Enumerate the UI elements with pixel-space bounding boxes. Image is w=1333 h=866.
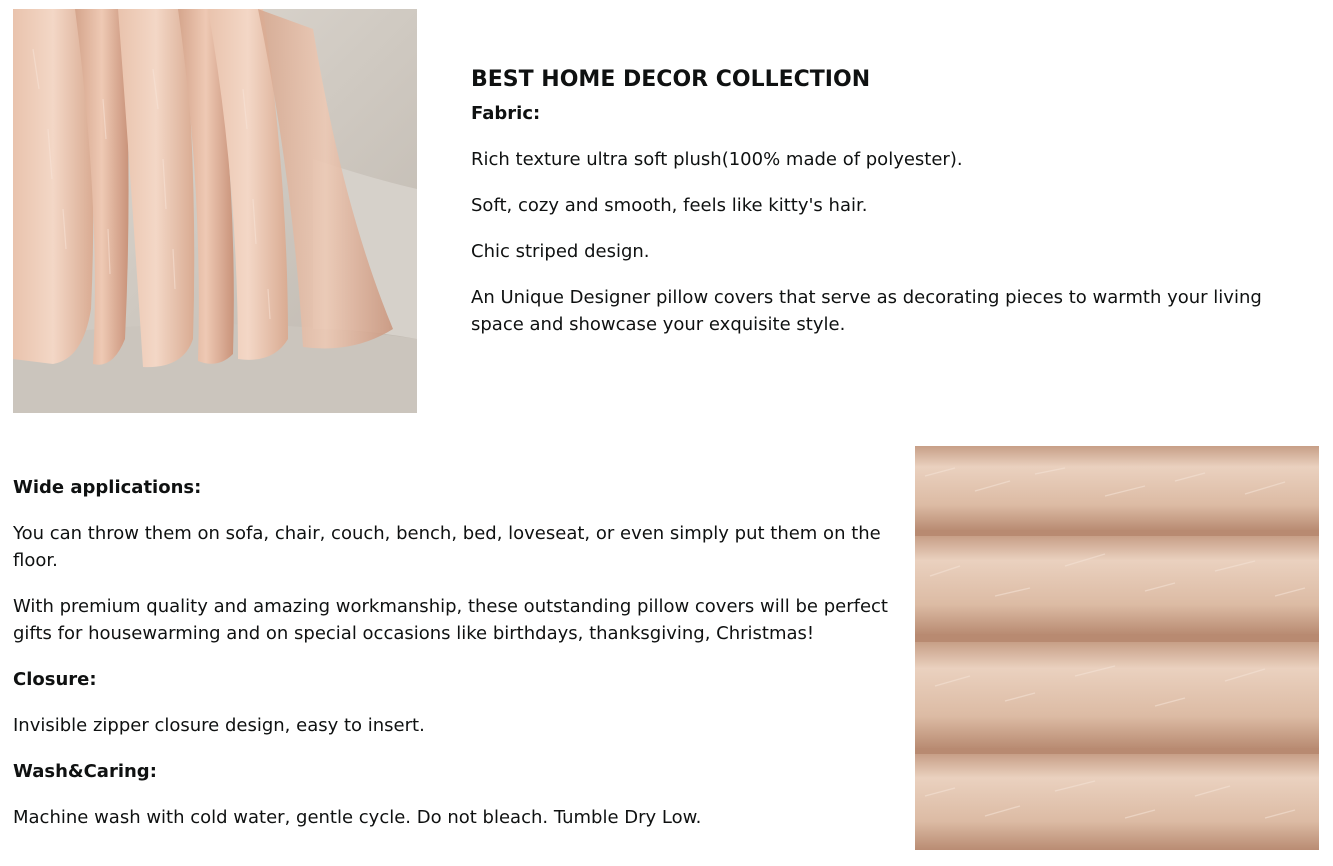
fabric-label: Fabric: (471, 103, 541, 124)
closure-label: Closure: (13, 669, 97, 690)
fabric-point: An Unique Designer pillow covers that serve as decorating pieces to warmth your living space and showcase your exquisite style. (471, 287, 1262, 335)
striped-fur-icon (915, 446, 1319, 850)
applications-label: Wide applications: (13, 477, 202, 498)
pillow-closeup-image (13, 9, 417, 413)
plush-pillow-icon (13, 9, 417, 413)
fabric-point: Rich texture ultra soft plush(100% made of polyester). (471, 149, 963, 170)
applications-point: With premium quality and amazing workmanship, these outstanding pillow covers will be perfect gifts for housewarming and on special occasions like birthdays, thanksgiving, Christmas! (13, 596, 888, 644)
fabric-point: Chic striped design. (471, 241, 650, 262)
closure-text: Invisible zipper closure design, easy to insert. (13, 715, 425, 736)
collection-heading: BEST HOME DECOR COLLECTION (471, 67, 871, 92)
details-section (13, 474, 893, 850)
fur-texture-image (915, 446, 1319, 850)
wash-label: Wash&Caring: (13, 761, 157, 782)
fabric-point: Soft, cozy and smooth, feels like kitty's hair. (471, 195, 868, 216)
fabric-section (471, 64, 1316, 357)
applications-point: You can throw them on sofa, chair, couch, bench, bed, loveseat, or even simply put them on the floor. (13, 523, 881, 571)
wash-text: Machine wash with cold water, gentle cycle. Do not bleach. Tumble Dry Low. (13, 807, 702, 828)
